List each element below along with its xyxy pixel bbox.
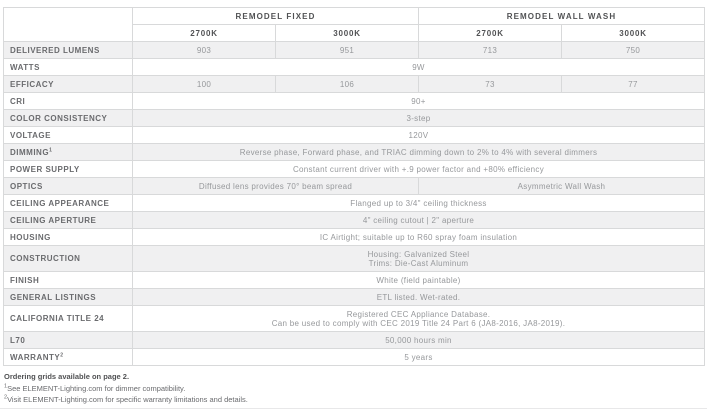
spec-row-ceiling-aperture [4, 212, 705, 229]
column-header-wallwash-3000k: 3000K [562, 25, 705, 42]
row-label-superscript: 2 [60, 351, 64, 358]
row-label: HOUSING [4, 229, 133, 246]
spec-value: IC Airtight; suitable up to R60 spray foam insulation [133, 229, 705, 246]
spec-value: 73 [419, 76, 562, 93]
spec-row-cri [4, 93, 705, 110]
group-header-remodel-fixed: REMODEL FIXED [133, 8, 419, 25]
spec-value: Flanged up to 3/4" ceiling thickness [133, 195, 705, 212]
spec-value-line: Can be used to comply with CEC 2019 Title 24 Part 6 (JA8-2016, JA8-2019). [271, 318, 566, 328]
page-bottom-divider [0, 408, 707, 409]
spec-row-warranty [4, 349, 705, 366]
row-label: CEILING APERTURE [4, 212, 133, 229]
spec-value: 120V [133, 127, 705, 144]
row-label: WARRANTY$^2$ [4, 349, 133, 366]
spec-value: 713 [419, 42, 562, 59]
spec-value: White (field paintable) [133, 272, 705, 289]
spec-value: ETL listed. Wet-rated. [133, 289, 705, 306]
spec-value: Reverse phase, Forward phase, and TRIAC dimming down to 2% to 4% with several dimmers [133, 144, 705, 161]
spec-value: 90+ [133, 93, 705, 110]
column-header-fixed-2700k: 2700K [133, 25, 276, 42]
footnote-1-text: See ELEMENT-Lighting.com for dimmer compatibility. [7, 384, 186, 393]
spec-value [133, 306, 705, 332]
row-label: VOLTAGE [4, 127, 133, 144]
spec-value [133, 246, 705, 272]
spec-row-california-title-24 [4, 306, 705, 332]
row-label: CONSTRUCTION [4, 246, 133, 272]
spec-row-color-consistency [4, 110, 705, 127]
spec-row-delivered-lumens [4, 42, 705, 59]
spec-value: 4" ceiling cutout | 2" aperture [133, 212, 705, 229]
spec-value-line: Trims: Die-Cast Aluminum [368, 258, 469, 268]
column-header-fixed-3000k: 3000K [276, 25, 419, 42]
spec-row-power-supply [4, 161, 705, 178]
row-label: GENERAL LISTINGS [4, 289, 133, 306]
spec-row-efficacy [4, 76, 705, 93]
spec-value: 106 [276, 76, 419, 93]
spec-row-finish [4, 272, 705, 289]
spec-row-housing [4, 229, 705, 246]
spec-value: 77 [562, 76, 705, 93]
row-label: POWER SUPPLY [4, 161, 133, 178]
spec-value-line: Housing: Galvanized Steel [367, 249, 470, 259]
row-label: FINISH [4, 272, 133, 289]
row-label: OPTICS [4, 178, 133, 195]
spec-row-l70 [4, 332, 705, 349]
column-header-wallwash-2700k: 2700K [419, 25, 562, 42]
row-label: EFFICACY [4, 76, 133, 93]
spec-value: 5 years [133, 349, 705, 366]
spec-value: Diffused lens provides 70° beam spread [133, 178, 419, 195]
group-header-remodel-wall-wash: REMODEL WALL WASH [419, 8, 705, 25]
group-header-row [4, 8, 705, 25]
spec-row-voltage [4, 127, 705, 144]
spec-value: 951 [276, 42, 419, 59]
spec-value: 100 [133, 76, 276, 93]
row-label: DELIVERED LUMENS [4, 42, 133, 59]
footnote-warranty [4, 396, 707, 405]
row-label: DIMMING$^1$ [4, 144, 133, 161]
spec-row-optics [4, 178, 705, 195]
row-label: WATTS [4, 59, 133, 76]
footnote-2-text: Visit ELEMENT-Lighting.com for specific warranty limitations and details. [7, 395, 248, 404]
row-label: CEILING APPEARANCE [4, 195, 133, 212]
footnote-dimmer [4, 385, 707, 394]
spec-row-construction [4, 246, 705, 272]
spec-value: Constant current driver with +.9 power factor and +80% efficiency [133, 161, 705, 178]
row-label-superscript: 1 [49, 146, 53, 153]
spec-value: 903 [133, 42, 276, 59]
spec-value: 9W [133, 59, 705, 76]
spec-row-general-listings [4, 289, 705, 306]
ordering-note: Ordering grids available on page 2. [4, 372, 130, 381]
spec-value: 3-step [133, 110, 705, 127]
footnotes [4, 373, 707, 405]
spec-value-line: Registered CEC Appliance Database. [346, 309, 491, 319]
spec-row-ceiling-appearance [4, 195, 705, 212]
spec-value: Asymmetric Wall Wash [419, 178, 705, 195]
spec-table [3, 7, 705, 366]
footnote-1-marker: 1 [4, 383, 8, 390]
footnote-2-marker: 2 [4, 394, 8, 401]
row-label: L70 [4, 332, 133, 349]
corner-cell [4, 8, 133, 42]
row-label: CRI [4, 93, 133, 110]
row-label: CALIFORNIA TITLE 24 [4, 306, 133, 332]
spec-value: 50,000 hours min [133, 332, 705, 349]
spec-value: 750 [562, 42, 705, 59]
spec-sheet-page [0, 7, 707, 412]
spec-row-dimming [4, 144, 705, 161]
spec-row-watts [4, 59, 705, 76]
row-label: COLOR CONSISTENCY [4, 110, 133, 127]
